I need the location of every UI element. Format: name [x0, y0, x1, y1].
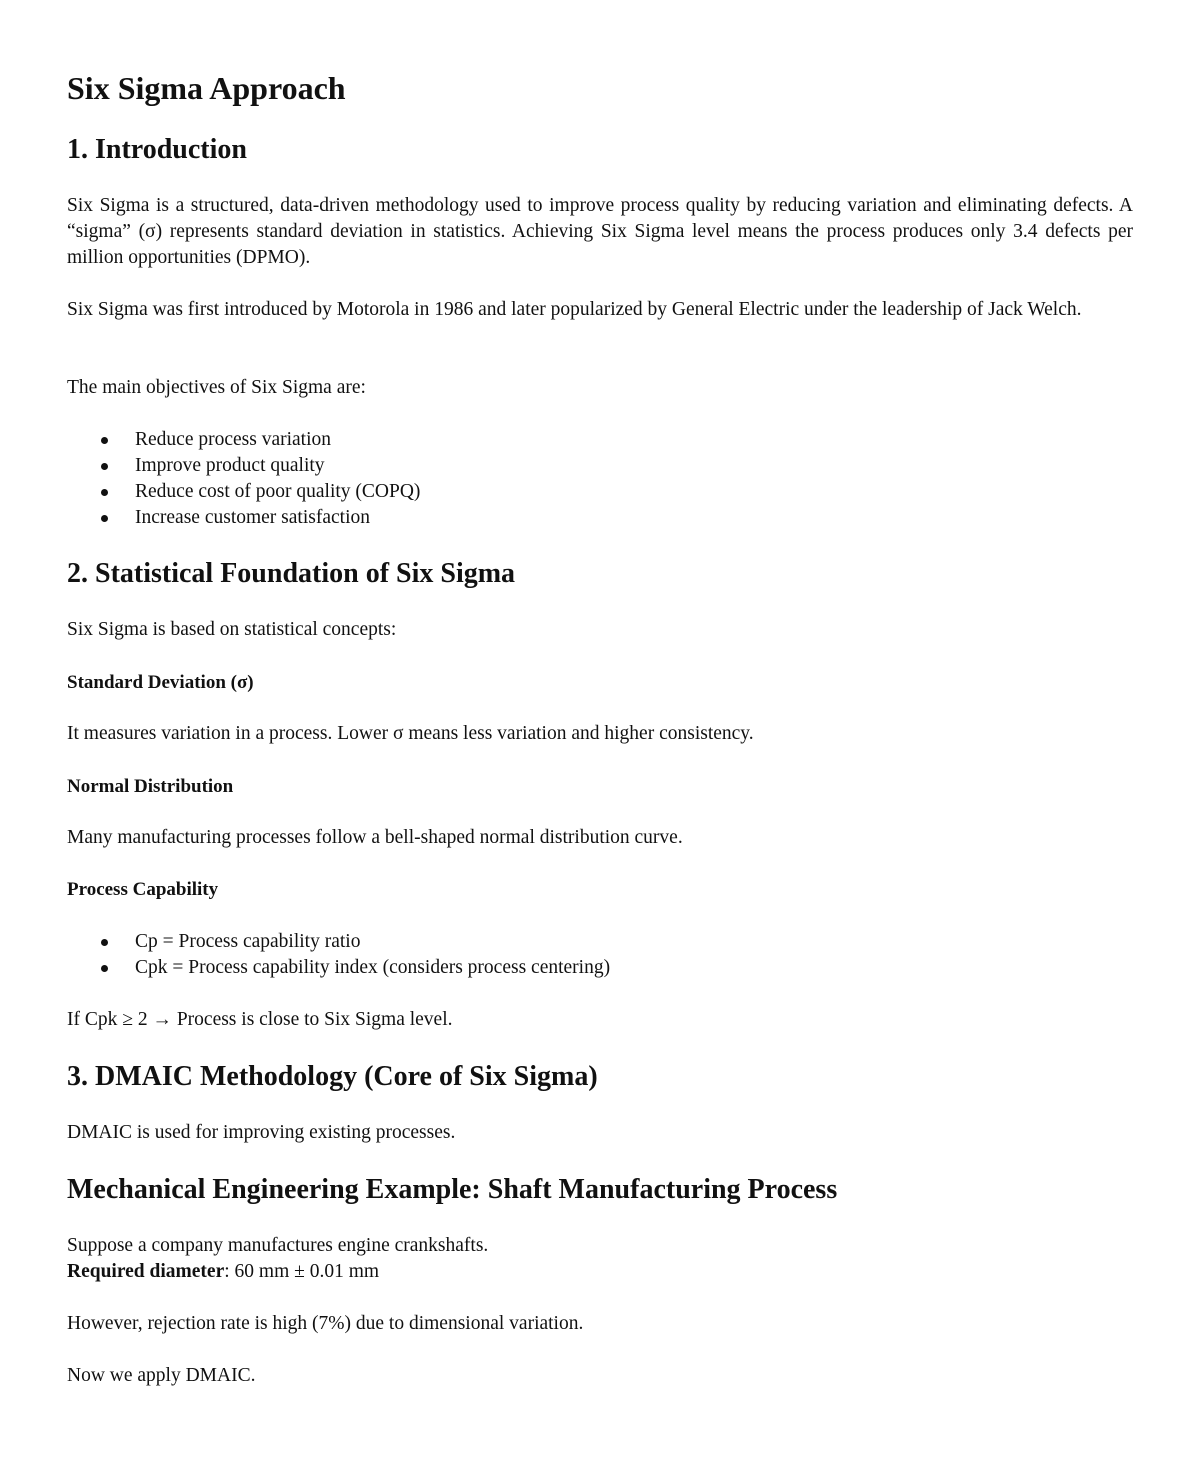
capability-note: If Cpk ≥ 2 → Process is close to Six Sigma level.	[67, 1009, 453, 1030]
document-title: Six Sigma Approach	[67, 70, 346, 106]
dmaic-paragraph-1: DMAIC is used for improving existing processes.	[67, 1122, 456, 1143]
objectives-list	[67, 427, 420, 531]
capability-list	[67, 929, 610, 981]
list-item-text: Increase customer satisfaction	[135, 507, 370, 528]
list-item-text: Reduce cost of poor quality (COPQ)	[135, 481, 421, 502]
bullet-icon	[101, 437, 108, 444]
intro-paragraph-3: The main objectives of Six Sigma are:	[67, 377, 366, 398]
list-item-text: Cp = Process capability ratio	[135, 931, 361, 952]
heading-mechanical-example: Mechanical Engineering Example: Shaft Manufacturing Process	[67, 1174, 838, 1205]
bullet-icon	[101, 515, 108, 522]
intro-paragraph-1: Six Sigma is a structured, data-driven methodology used to improve process quality by reducing variation and eliminating defects. A “sigma” (σ) represents standard deviation in statistics. Achieving Six Sigma level means the process produces only 3.4 defects per million opportunities (DPMO).	[67, 195, 1133, 268]
standard-deviation-text: It measures variation in a process. Lower σ means less variation and higher consistency.	[67, 723, 754, 744]
heading-statistical-foundation: 2. Statistical Foundation of Six Sigma	[67, 558, 516, 589]
statistics-paragraph-1: Six Sigma is based on statistical concepts:	[67, 619, 397, 640]
bullet-icon	[101, 463, 108, 470]
list-item	[67, 929, 610, 955]
bullet-icon	[101, 939, 108, 946]
example-paragraph-2: However, rejection rate is high (7%) due to dimensional variation.	[67, 1313, 584, 1334]
normal-distribution-text: Many manufacturing processes follow a bell-shaped normal distribution curve.	[67, 827, 683, 848]
subheading-standard-deviation: Standard Deviation (σ)	[67, 672, 254, 693]
heading-dmaic-methodology: 3. DMAIC Methodology (Core of Six Sigma)	[67, 1061, 598, 1092]
list-item	[67, 505, 420, 531]
list-item	[67, 427, 420, 453]
example-paragraph-1: Suppose a company manufactures engine crankshafts.	[67, 1235, 489, 1256]
required-diameter-line	[67, 1259, 1133, 1285]
list-item-text: Improve product quality	[135, 455, 325, 476]
subheading-process-capability: Process Capability	[67, 879, 219, 900]
list-item-text: Reduce process variation	[135, 429, 332, 450]
bullet-icon	[101, 489, 108, 496]
intro-paragraph-2: Six Sigma was first introduced by Motorola in 1986 and later popularized by General Electric under the leadership of Jack Welch.	[67, 299, 1082, 320]
required-diameter-label: Required diameter	[67, 1261, 225, 1282]
list-item	[67, 955, 610, 981]
bullet-icon	[101, 965, 108, 972]
heading-introduction: 1. Introduction	[67, 134, 247, 165]
list-item	[67, 453, 420, 479]
list-item-text: Cpk = Process capability index (considers process centering)	[135, 957, 611, 978]
required-diameter-value: : 60 mm ± 0.01 mm	[224, 1261, 380, 1282]
subheading-normal-distribution: Normal Distribution	[67, 776, 234, 797]
example-paragraph-3: Now we apply DMAIC.	[67, 1365, 256, 1386]
list-item	[67, 479, 420, 505]
